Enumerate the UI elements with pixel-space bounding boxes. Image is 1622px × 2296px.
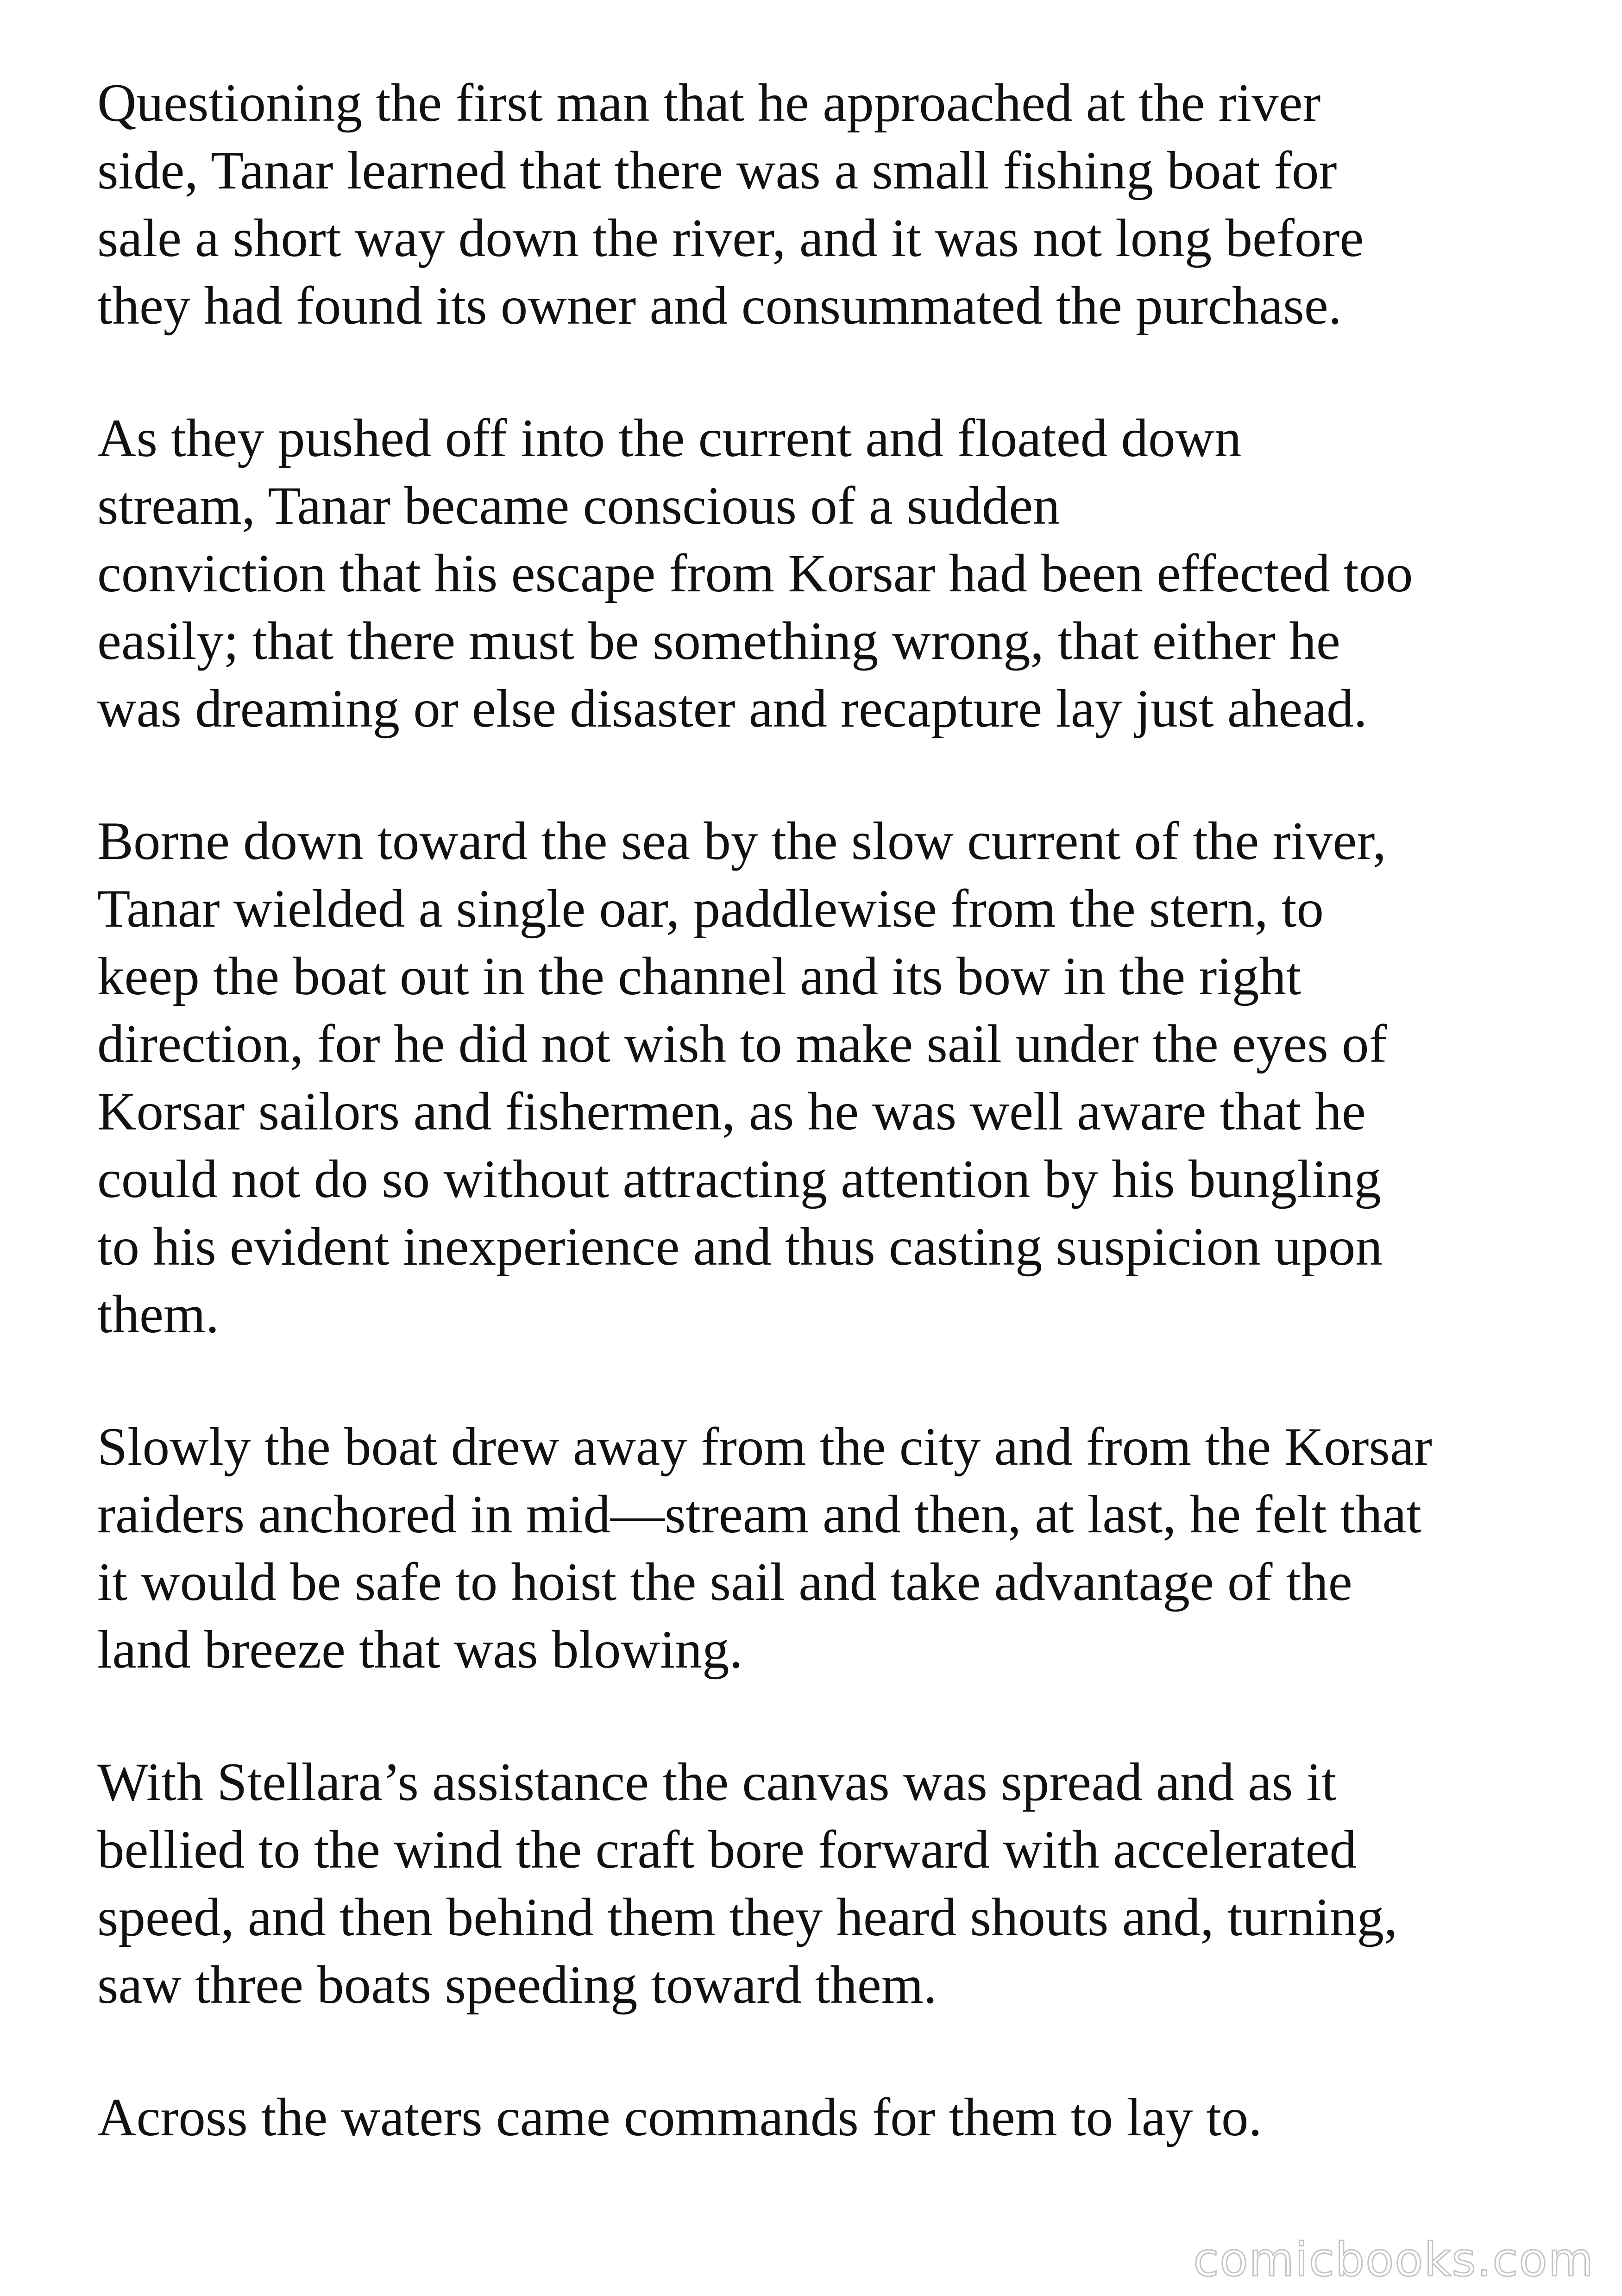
text-line: land breeze that was blowing. xyxy=(97,1620,743,1680)
text-line: Questioning the first man that he approached at the river xyxy=(97,73,1321,133)
paragraph-3 xyxy=(97,808,1542,1349)
text-line: saw three boats speeding toward them. xyxy=(97,1955,937,2015)
text-line: Korsar sailors and fishermen, as he was well aware that he xyxy=(97,1082,1366,1142)
text-line: sale a short way down the river, and it was not long before xyxy=(97,208,1364,268)
paragraph-2 xyxy=(97,405,1542,743)
text-line: stream, Tanar became conscious of a sudden xyxy=(97,476,1060,536)
story-text xyxy=(97,69,1542,2216)
text-line: direction, for he did not wish to make sail under the eyes of xyxy=(97,1014,1387,1074)
text-line: they had found its owner and consummated the purchase. xyxy=(97,276,1342,336)
watermark-logo: comicbooks.com xyxy=(1193,2233,1594,2287)
paragraph-4 xyxy=(97,1413,1542,1684)
text-line: As they pushed off into the current and floated down xyxy=(97,408,1242,468)
text-line: bellied to the wind the craft bore forward with accelerated xyxy=(97,1820,1357,1880)
text-line: was dreaming or else disaster and recapture lay just ahead. xyxy=(97,679,1367,739)
text-line: Tanar wielded a single oar, paddlewise from the stern, to xyxy=(97,879,1324,939)
text-line: them. xyxy=(97,1285,220,1344)
text-line: could not do so without attracting attention by his bungling xyxy=(97,1149,1381,1209)
text-line: Across the waters came commands for them to lay to. xyxy=(97,2088,1262,2147)
paragraph-6 xyxy=(97,2084,1542,2152)
paragraph-5 xyxy=(97,1749,1542,2019)
paragraph-1 xyxy=(97,69,1542,340)
text-line: With Stellara’s assistance the canvas was spread and as it xyxy=(97,1752,1337,1812)
text-line: keep the boat out in the channel and its bow in the right xyxy=(97,947,1301,1006)
text-line: to his evident inexperience and thus casting suspicion upon xyxy=(97,1217,1383,1277)
text-line: it would be safe to hoist the sail and take advantage of the xyxy=(97,1552,1352,1612)
text-line: side, Tanar learned that there was a small fishing boat for xyxy=(97,141,1337,201)
text-line: easily; that there must be something wrong, that either he xyxy=(97,611,1340,671)
text-line: conviction that his escape from Korsar had been effected too xyxy=(97,544,1413,603)
text-line: Borne down toward the sea by the slow current of the river, xyxy=(97,811,1386,871)
text-line: raiders anchored in mid—stream and then, at last, he felt that xyxy=(97,1485,1422,1544)
text-line: speed, and then behind them they heard shouts and, turning, xyxy=(97,1888,1398,1947)
text-line: Slowly the boat drew away from the city and from the Korsar xyxy=(97,1417,1432,1477)
